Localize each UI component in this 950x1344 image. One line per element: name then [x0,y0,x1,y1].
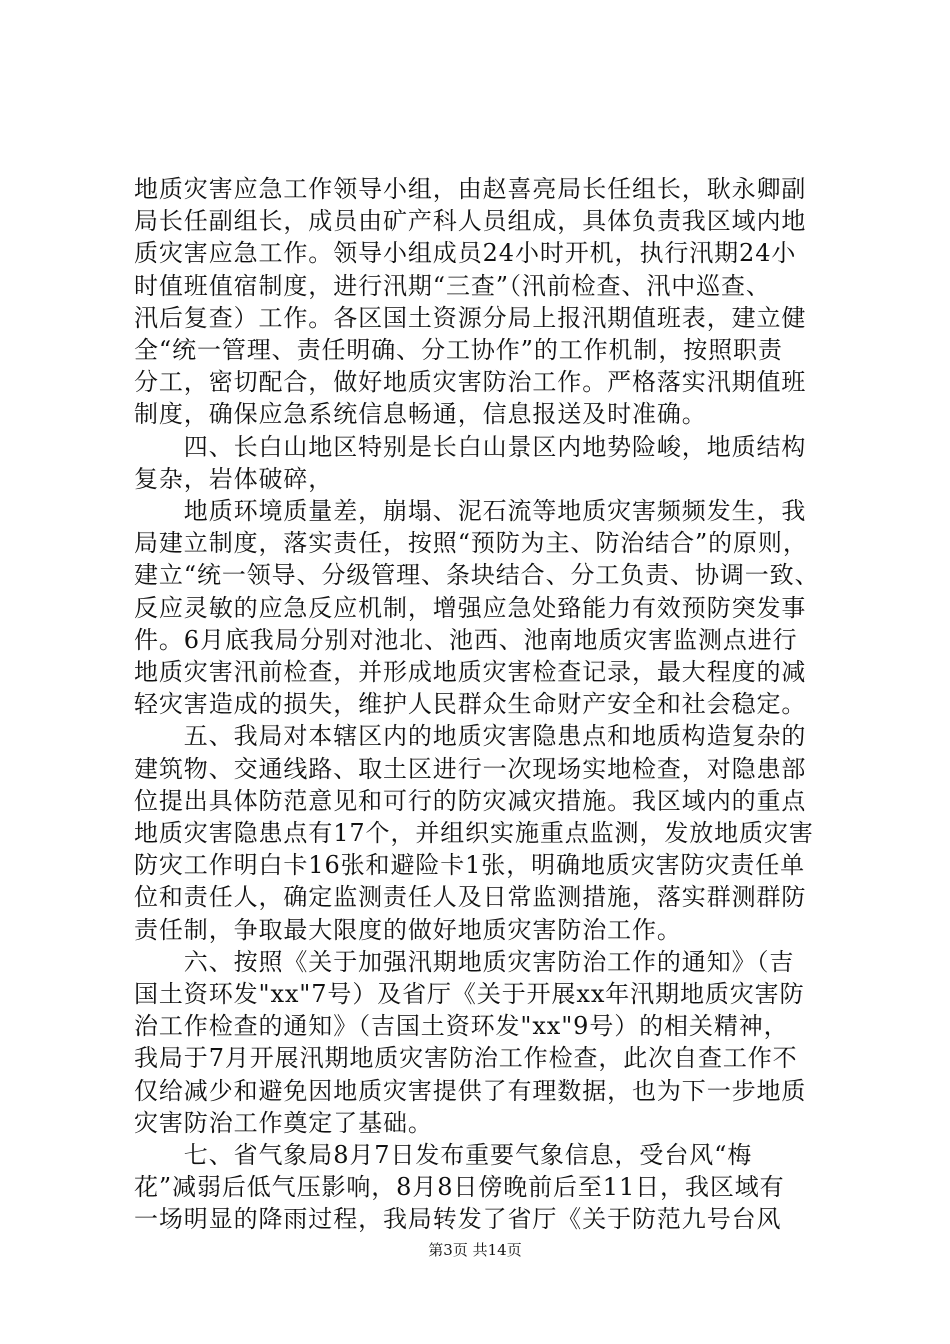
text-line: 质灾害应急工作。领导小组成员24小时开机，执行汛期24小 [134,239,797,268]
text-line: 防灾工作明白卡16张和避险卡1张，明确地质灾害防灾责任单 [134,851,806,880]
text-line: 地质环境质量差，崩塌、泥石流等地质灾害频频发生，我 [134,497,807,525]
text-line: 制度，确保应急系统信息畅通，信息报送及时准确。 [134,400,707,429]
text-line: 建立“统一领导、分级管理、条块结合、分工负责、协调一致、 [134,561,820,590]
text-line: 六、按照《关于加强汛期地质灾害防治工作的通知》（吉 [134,947,795,976]
text-line: 一场明显的降雨过程，我局转发了省厅《关于防范九号台风 [134,1205,782,1234]
text-line: 全“统一管理、责任明确、分工协作”的工作机制，按照职责 [134,336,783,364]
text-line: 位和责任人，确定监测责任人及日常监测措施，落实群测群防 [134,883,807,912]
text-line: 件。6月底我局分别对池北、池西、池南地质灾害监测点进行 [134,625,798,654]
text-line: 地质灾害隐患点有17个，并组织实施重点监测，发放地质灾害 [134,819,814,847]
text-line: 我局于7月开展汛期地质灾害防治工作检查，此次自查工作不 [134,1044,798,1073]
text-line: 五、我局对本辖区内的地质灾害隐患点和地质构造复杂的 [134,722,807,751]
text-line: 仅给减少和避免因地质灾害提供了有理数据，也为下一步地质 [134,1076,807,1105]
text-line: 灾害防治工作奠定了基础。 [134,1108,433,1137]
text-line: 局建立制度，落实责任，按照“预防为主、防治结合”的原则， [134,529,808,558]
text-line: 国土资环发"xx"7号）及省厅《关于开展xx年汛期地质灾害防 [134,980,805,1008]
text-line: 建筑物、交通线路、取土区进行一次现场实地检查，对隐患部 [134,754,807,783]
text-line: 反应灵敏的应急反应机制，增强应急处臵能力有效预防突发事 [134,593,807,622]
text-line: 分工，密切配合，做好地质灾害防治工作。严格落实汛期值班 [134,368,807,397]
text-line: 复杂，岩体破碎， [134,464,334,493]
text-line: 治工作检查的通知》（吉国土资环发"xx"9号）的相关精神， [134,1012,789,1041]
text-line: 汛后复查）工作。各区国土资源分局上报汛期值班表，建立健 [134,303,807,332]
text-line: 地质灾害汛前检查，并形成地质灾害检查记录，最大程度的减 [134,658,807,686]
text-line: 轻灾害造成的损失，维护人民群众生命财产安全和社会稳定。 [134,690,807,719]
text-line: 位提出具体防范意见和可行的防灾减灾措施。我区域内的重点 [134,786,807,815]
text-line: 四、长白山地区特别是长白山景区内地势险峻，地质结构 [134,432,807,461]
text-line: 责任制，争取最大限度的做好地质灾害防治工作。 [134,915,682,944]
text-line: 地质灾害应急工作领导小组，由赵喜亮局长任组长，耿永卿副 [134,175,807,203]
text-line: 时值班值宿制度，进行汛期“三查”（汛前检查、汛中巡查、 [134,271,771,300]
text-line: 七、省气象局8月7日发布重要气象信息，受台风“梅 [134,1141,753,1169]
page-footer: 第3页 共14页 [428,1241,522,1259]
text-line: 局长任副组长，成员由矿产科人员组成，具体负责我区域内地 [134,207,807,236]
text-line: 花”减弱后低气压影响，8月8日傍晚前后至11日，我区域有 [134,1173,785,1202]
